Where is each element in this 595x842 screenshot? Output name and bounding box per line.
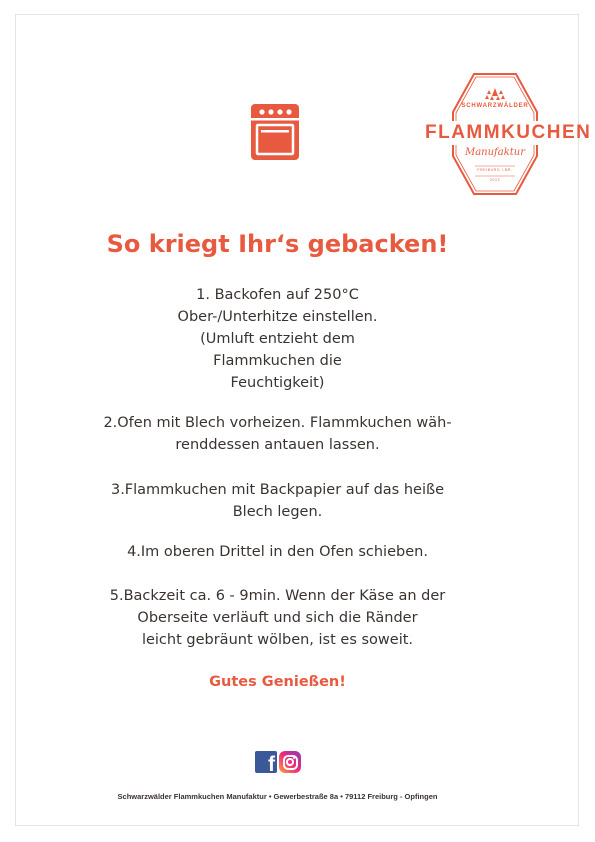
step-line: Feuchtigkeit) xyxy=(230,375,325,391)
brand-logo xyxy=(425,72,592,196)
step-line: renddessen antauen lassen. xyxy=(175,437,380,453)
logo-city-text: FREIBURG I.BR. xyxy=(477,168,513,172)
step-line: 2.Ofen mit Blech vorheizen. Flammkuchen wäh- xyxy=(103,415,452,431)
step-line: (Umluft entzieht dem xyxy=(200,331,355,347)
facebook-icon[interactable]: f xyxy=(255,751,277,773)
step-line: 4.Im oberen Drittel in den Ofen schieben. xyxy=(127,544,428,560)
closing-text: Gutes Genießen! xyxy=(209,674,346,690)
logo-script-text: Manufaktur xyxy=(464,147,526,158)
step-line: 1. Backofen auf 250°C xyxy=(196,287,359,303)
footer-address: Schwarzwälder Flammkuchen Manufaktur • Gewerbestraße 8a • 79112 Freiburg - Opfingen xyxy=(117,792,438,801)
step-1 xyxy=(40,284,515,394)
step-line: Flammkuchen die xyxy=(213,353,342,369)
logo-top-text: SCHWARZWÄLDER xyxy=(461,103,529,109)
page-title: So kriegt Ihr‘s gebacken! xyxy=(106,230,449,258)
step-4 xyxy=(40,541,515,563)
step-line: Blech legen. xyxy=(232,504,323,520)
step-line: 5.Backzeit ca. 6 - 9min. Wenn der Käse an der xyxy=(109,588,446,604)
logo-year-text: 2013 xyxy=(489,178,501,182)
step-5 xyxy=(40,585,515,651)
step-2 xyxy=(40,412,515,456)
instagram-icon[interactable] xyxy=(279,751,301,773)
social-links xyxy=(255,751,301,773)
logo-wordmark: FLAMMKUCHEN xyxy=(425,122,592,143)
step-line: leicht gebräunt wölben, ist es soweit. xyxy=(141,632,414,648)
oven-icon xyxy=(251,104,299,160)
step-line: Oberseite verläuft und sich die Ränder xyxy=(137,610,418,626)
step-line: Ober-/Unterhitze einstellen. xyxy=(177,309,378,325)
step-3 xyxy=(40,479,515,523)
step-line: 3.Flammkuchen mit Backpapier auf das heiße xyxy=(110,482,445,498)
